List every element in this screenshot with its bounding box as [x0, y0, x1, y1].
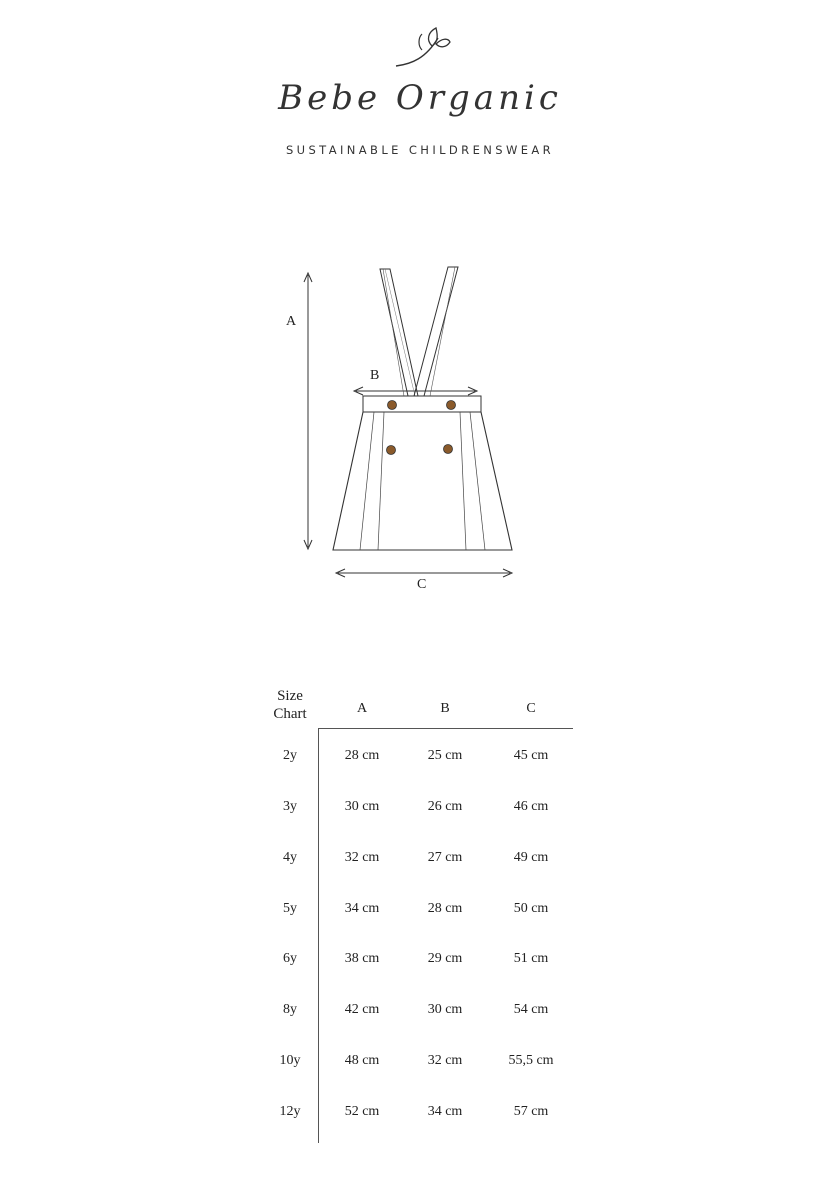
measure-a-cell: 38 cm — [344, 951, 380, 966]
column-header-b: B — [440, 701, 450, 716]
size-column-divider — [318, 728, 319, 1143]
dimension-c-label: C — [417, 577, 427, 592]
measure-c-cell: 49 cm — [513, 850, 549, 865]
header-divider — [318, 728, 573, 729]
garment-diagram — [260, 255, 560, 605]
size-cell: 12y — [279, 1104, 301, 1119]
measure-a-cell: 34 cm — [344, 901, 380, 916]
table-row — [255, 951, 585, 975]
measure-c-cell: 45 cm — [513, 748, 549, 763]
brand-tagline: SUSTAINABLE CHILDRENSWEAR — [285, 143, 555, 157]
dimension-a-label: A — [286, 314, 297, 329]
size-cell: 6y — [283, 951, 297, 966]
measure-c-cell: 50 cm — [513, 901, 549, 916]
measure-c-cell: 57 cm — [513, 1104, 549, 1119]
dimension-b-label: B — [370, 368, 380, 383]
measure-b-cell: 30 cm — [427, 1002, 463, 1017]
column-header-a: A — [356, 701, 368, 716]
measure-a-cell: 28 cm — [344, 748, 380, 763]
measure-c-cell: 55,5 cm — [508, 1053, 554, 1068]
measure-b-cell: 32 cm — [427, 1053, 463, 1068]
measure-b-cell: 26 cm — [427, 799, 463, 814]
measure-a-cell: 52 cm — [344, 1104, 380, 1119]
size-cell: 4y — [283, 850, 297, 865]
size-cell: 2y — [283, 748, 297, 763]
measure-a-cell: 48 cm — [344, 1053, 380, 1068]
table-row — [255, 1002, 585, 1026]
table-row — [255, 799, 585, 823]
measure-a-cell: 32 cm — [344, 850, 380, 865]
size-cell: 5y — [283, 901, 297, 916]
measure-a-cell: 42 cm — [344, 1002, 380, 1017]
pinafore-illustration — [260, 255, 560, 605]
measure-b-cell: 34 cm — [427, 1104, 463, 1119]
measure-b-cell: 28 cm — [427, 901, 463, 916]
measure-b-cell: 27 cm — [427, 850, 463, 865]
table-row — [255, 1104, 585, 1128]
table-row — [255, 850, 585, 874]
leaf-icon — [392, 24, 452, 70]
size-cell: 10y — [279, 1053, 301, 1068]
size-chart-table — [255, 685, 585, 1155]
table-row — [255, 901, 585, 925]
measure-b-cell: 25 cm — [427, 748, 463, 763]
size-cell: 8y — [283, 1002, 297, 1017]
measure-a-cell: 30 cm — [344, 799, 380, 814]
table-row — [255, 1053, 585, 1077]
brand-name: Bebe Organic — [278, 78, 562, 118]
measure-c-cell: 54 cm — [513, 1002, 549, 1017]
corner-line-chart: Chart — [273, 706, 307, 722]
column-header-c: C — [526, 701, 536, 716]
size-cell: 3y — [283, 799, 297, 814]
table-row — [255, 748, 585, 772]
measure-c-cell: 46 cm — [513, 799, 549, 814]
brand-header — [0, 0, 840, 170]
measure-b-cell: 29 cm — [427, 951, 463, 966]
corner-line-size: Size — [277, 688, 303, 704]
size-chart-corner-label — [265, 687, 315, 723]
measure-c-cell: 51 cm — [513, 951, 549, 966]
